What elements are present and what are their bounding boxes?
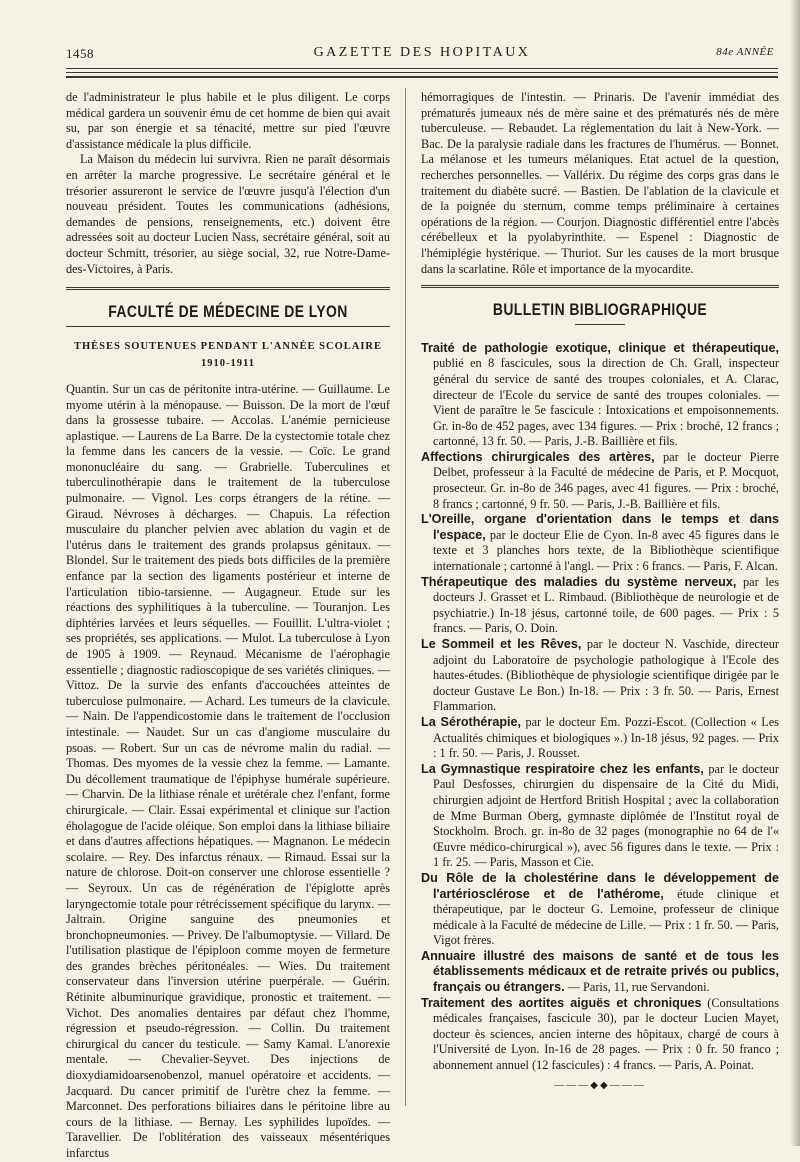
bib-title: Thérapeutique des maladies du système nerveux, (421, 574, 737, 589)
bib-text: — Paris, 11, rue Servandoni. (564, 980, 710, 995)
end-ornament: ———◆◆——— (554, 1079, 646, 1091)
journal-title: GAZETTE DES HOPITAUX (313, 45, 531, 60)
running-header (66, 44, 778, 66)
bib-title: Traité de pathologie exotique, clinique et thérapeutique, (421, 340, 779, 355)
obituary-paragraph: de l'administrateur le plus habile et le plus diligent. Le corps médical gardera un souvenir ému de cet homme de bien qui avait su, par son énergie et sa ténacité, mettre sur pied l'œuvre d'assistance médicale la plus difficile. (66, 90, 390, 151)
title-underline (575, 324, 625, 325)
bib-title: Affections chirurgicales des artères, (421, 449, 655, 464)
volume-year: 84e ANNÉE (716, 46, 774, 58)
bib-title: Traitement des aortites aiguës et chroniques (421, 995, 702, 1010)
bib-title: Le Sommeil et les Rêves, (421, 637, 582, 651)
bib-entry (421, 341, 779, 450)
bib-text: par les docteurs J. Grasset et L. Rimbaud. (Bibliothèque de neurologie et de psychiatrie.) In-18 jésus, cartonné toile, de 600 pages. — Prix : 5 francs. — Paris, O. Doin. (433, 574, 780, 636)
bib-title: Annuaire illustré des maisons de santé et de tous les établissements médicaux et de retraite privés ou publics, français ou étrangers. (421, 948, 779, 995)
section-title-faculte: FACULTÉ DE MÉDECINE DE LYON (108, 302, 348, 322)
theses-heading: THÈSES SOUTENUES PENDANT L'ANNÉE SCOLAIRE (73, 340, 383, 352)
column-divider (405, 88, 406, 1106)
bib-entry (421, 762, 779, 871)
bib-text: par le docteur N. Vaschide, directeur adjoint du Laboratoire de psychologie pathologique à l'Ecole des hautes-études. (Bibliothèque de physiologie scientifique dirigée par le docteur Gustave Le Bon.) In-18. — Prix : 3 fr. 50. — Paris, Ernest Flammarion. (433, 637, 779, 714)
bib-title: L'Oreille, organe d'orientation dans le temps et dans l'espace, (421, 512, 779, 542)
bib-text: publié en 8 fascicules, sous la direction de Ch. Grall, inspecteur général du service de santé des troupes coloniales, et A. Clarac, directeur de l'Ecole du service de santé des troupes coloniales. — Vient de paraître le 5e fascicule : Intoxications et empoisonnements. Gr. in-8o de 452 pages, avec 134 figures. — Prix : broché, 12 francs ; cartonné, 13 fr. 50. — Paris, J.-B. Baillière et fils. (433, 356, 779, 449)
header-rule-thick (66, 76, 778, 78)
bib-entry (421, 512, 779, 574)
left-column (66, 90, 390, 1162)
bib-entry (421, 637, 779, 715)
bib-text: par le docteur Paul Desfosses, chirurgien du dispensaire de la Cité du Midi, chirurgien adjoint de Hertford British Hospital ; avec la collaboration de Mme Burman Oberg, gymnaste diplômée de l'Institut royal de Stockholm. Broch. gr. in-8o de 32 pages (monographie no 64 de l'« Œuvre médico-chirurgical »), avec 56 figures dans le texte. — Prix : 1 fr. 25. — Paris, Masson et Cie. (433, 761, 780, 870)
right-column (421, 90, 779, 1093)
theses-list: Quantin. Sur un cas de péritonite intra-utérine. — Guillaume. Le myome utérin à la ménopause. — Buisson. De la mort de l'œuf dans la grossesse tubaire. — Accolas. L'anémie pernicieuse aplastique. — Laurens de La Barre. De la cystectomie totale chez la femme dans les cancers de la vessie. — Coïc. Le grand mononucléaire du sang. — Grabrielle. Tuberculines et tuberculinothérapie dans le traitement de la tuberculose pulmonaire. — Vignol. Les corps étrangers de la rétine. — Giraud. Névroses à décharges. — Chapuis. La réfection musculaire du plancher pelvien avec ablation du vagin et de l'utérus dans le traitement des grands prolapsus génitaux. — Blondel. Sur le traitement des pieds bots difficiles de la première enfance par la section des ligaments postérieur et interne de l'articulation tibio-tarsienne. — Augagneur. Etude sur les réactions des syphilitiques à la tuberculine. — Touranjon. Les diphtéries larvées et leurs séquelles. — Fouillit. L'ultra-violet ; ses propriétés, ses applications. — Mulot. La tuberculose à Lyon de 1905 à 1909. — Reynaud. Mécanisme de l'aérophagie essentielle ; diagnostic radioscopique de ses variétés cliniques. — Vittoz. De la survie des enfants d'accouchées atteintes de tuberculose pulmonaire. — Achard. Les tumeurs de la clavicule. — Nain. De l'appendicostomie dans le traitement de l'occlusion intestinale. — Naudet. Sur un cas d'angiome musculaire du psoas. — Robert. Sur un cas de névrome malin du radial. — Thomas. Des myomes de la vessie chez la femme. — Lamante. Du décollement traumatique de l'épiphyse humérale supérieure. — Charvin. De la lithiase rénale et urétérale chez l'enfant, forme chirurgicale. — Clair. Essai expérimental et clinique sur l'action éholagogue de l'acide oléique. Son emploi dans la lithiase biliaire et dans d'autres affections hépatiques. — Magnanon. Le médecin scolaire. — Rey. Des infarctus rénaux. — Rimaud. Essai sur la nature de chlorose. Doit-on conserver une chlorose essentielle ? — Seyroux. Un cas de régénération de l'épiglotte après laryngectomie totale pour rétrécissement spécifique du larynx. — Jaltrain. Origine sanguine des pneumonies et bronchopneumonies. — Privey. De l'albumoptysie. — Villard. De l'utilisation plastique de l'épiploon comme moyen de fermeture des grandes brèches péritonéales. — Wies. Du traitement conservateur dans l'inversion utérine puerpérale. — Guérin. Rétinite albuminurique gravidique, pronostic et traitement. — Vichot. Des anomalies dentaires par défaut chez l'homme, régression et pseudo-régression. — Collin. Du traitement chirurgical du cancer du testicule. — Samy Kamal. L'anorexie mentale. — Chevalier-Seyvet. Des injections de dioxydiamidoarsenobenzol, manuel opératoire et accidents. — Jacquard. Du cancer primitif de l'urètre chez la femme. — Marconnet. Des perforations biliaires dans le péritoine libre au cours de la lithiase. — Bernay. Les syphilides lupoïdes. — Taravellier. De l'oblitération des vaisseaux mésentériques infarctus (66, 381, 390, 1160)
bib-title: Du Rôle de la cholestérine dans le développement de l'artériosclérose et de l'athérome, (421, 870, 779, 901)
section-rule (421, 285, 779, 288)
bib-entry (421, 575, 779, 637)
header-rule-bottom (66, 72, 778, 73)
page-number: 1458 (66, 46, 94, 61)
bib-text: par le docteur Em. Pozzi-Escot. (Collection « Les Actualités chimiques et biologiques ».) In-18 jésus, 92 pages. — Prix : 1 fr. 50. — Paris, J. Rousset. (433, 714, 779, 761)
section-title-bulletin: BULLETIN BIBLIOGRAPHIQUE (492, 300, 708, 320)
theses-continuation: hémorragiques de l'intestin. — Prinaris. De l'avenir immédiat des prématurés jumeaux nés de mère saine et des prématurés nés de mère tuberculeuse. — Rebaudet. La réglementation du lait à New-York. — Bac. De la paralysie radiale dans les fractures de l'humérus. — Bonnet. La mélanose et les tumeurs mélaniques. Etat actuel de la question, recherches personnelles. — Vallérix. Du régime des corps gras dans le traitement du diabète sucré. — Bastien. De l'ablation de la clavicule et de la poignée du sternum, comme temps préliminaire à certaines opérations de la région. — Courjon. Diagnostic différentiel entre l'abcès cérébelleux et la pyolabyrinthite. — Espenel : Diagnostic de l'hémiplégie hystérique. — Thuriot. Sur les causes de la mort brusque dans la scarlatine. Rôle et importance de la myocardite. (421, 90, 779, 276)
header-rule-top (66, 68, 778, 69)
bib-text: (Consultations médicales françaises, fascicule 30), par le docteur Lucien Mayet, docteur ès sciences, ancien interne des hôpitaux, chargé de cours à l'Université de Lyon. In-16 de 28 pages. — Prix : 0 fr. 50 franco ; abonnement annuel (12 fascicules) : 4 francs. — Paris, A. Poinat. (433, 995, 779, 1073)
bib-entry (421, 996, 779, 1074)
bib-title: La Gymnastique respiratoire chez les enfants, (421, 761, 704, 776)
bib-text: par le docteur Elie de Cyon. In-8 avec 45 figures dans le texte et 3 planches hors texte, de la Bibliothèque scientifique internationale ; cartonné à l'angl. — Prix : 6 francs. — Paris, F. Alcan. (433, 527, 779, 574)
bib-text: étude clinique et thérapeutique, par le docteur G. Lemoine, professeur de clinique médicale à la Faculté de médecine de Lille. — Prix : 1 fr. 50. — Paris, Vigot frères. (433, 886, 779, 948)
bib-entry (421, 450, 779, 512)
obituary-paragraph: La Maison du médecin lui survivra. Rien ne paraît désormais en arrêter la marche progressive. Le secrétaire général et le trésorier assureront le service de l'œuvre jusqu'à l'élection d'un nouveau président. Toutes les communications (adhésions, demandes de pensions, renseignements, etc.) doivent être adressées soit au docteur Lucien Nass, secrétaire général, soit au docteur Schmitt, trésorier, au siège social, 32, rue Notre-Dame-des-Victoires, à Paris. (66, 152, 390, 276)
bib-text: par le docteur Pierre Delbet, professeur à la Faculté de médecine de Paris, et P. Mocquot, prosecteur. Gr. in-8o de 346 pages, avec 41 figures. — Prix : broché, 8 francs ; cartonné, 9 fr. 50. — Paris, J.-B. Baillière et fils. (433, 449, 779, 511)
section-rule (66, 287, 390, 290)
bib-title: La Sérothérapie, (421, 714, 522, 729)
bib-entry (421, 871, 779, 949)
bib-entry (421, 715, 779, 762)
page-edge-shadow (790, 0, 800, 1146)
bib-entry (421, 949, 779, 996)
theses-year: 1910-1911 (201, 358, 255, 370)
